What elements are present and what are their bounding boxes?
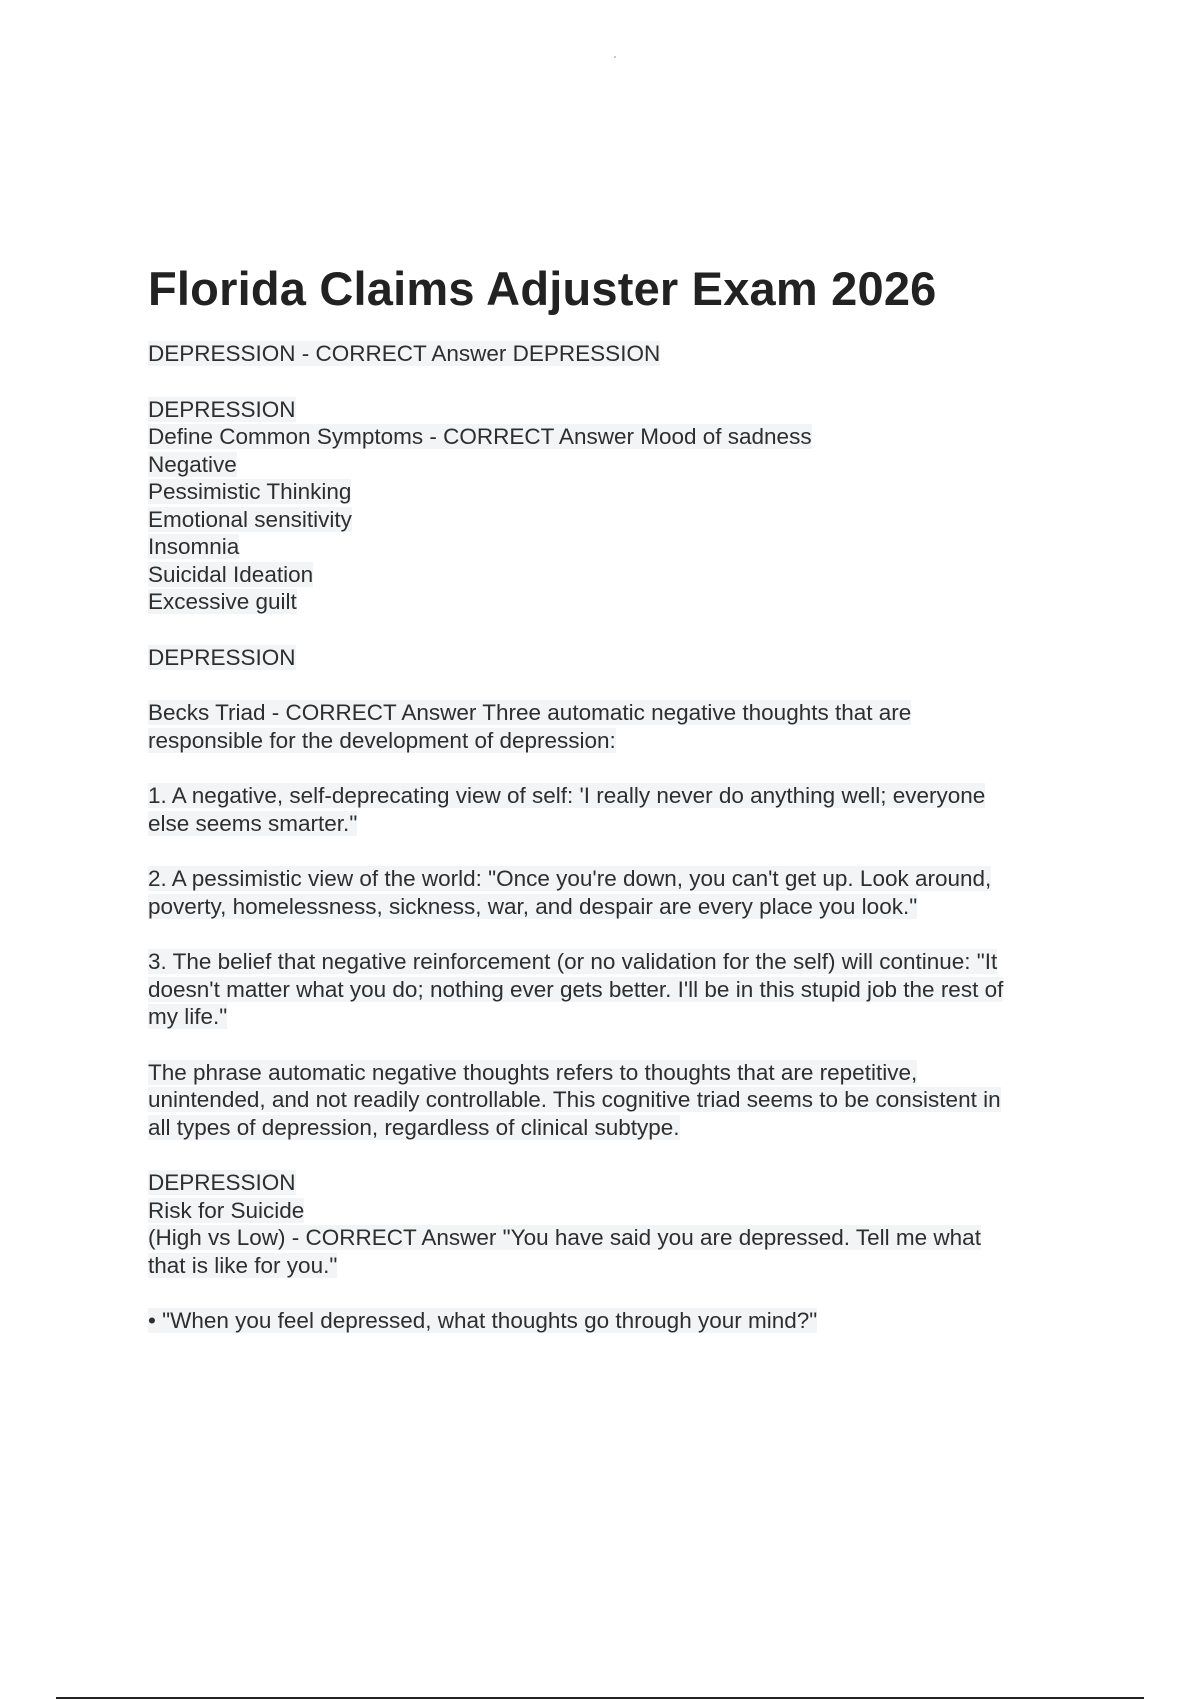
paragraph-automatic-thoughts (148, 1059, 1068, 1142)
text-line: Becks Triad - CORRECT Answer Three automatic negative thoughts that are (148, 700, 912, 725)
text-line: Emotional sensitivity (148, 506, 352, 532)
paragraph-depression-label (148, 644, 1068, 672)
text-line: DEPRESSION - CORRECT Answer DEPRESSION (148, 341, 661, 366)
text-line: Negative (148, 451, 237, 477)
text-line: else seems smarter." (148, 810, 358, 836)
text-line: DEPRESSION (148, 1170, 296, 1195)
text-line: Suicidal Ideation (148, 561, 314, 587)
text-line: (High vs Low) - CORRECT Answer "You have said you are depressed. Tell me what (148, 1225, 981, 1250)
paragraph-triad-item-3 (148, 948, 1068, 1031)
document-title: Florida Claims Adjuster Exam 2026 (148, 262, 937, 315)
text-line: 3. The belief that negative reinforcement (or no validation for the self) will continue: "It (148, 949, 998, 974)
text-line: • "When you feel depressed, what thoughts go through your mind?" (148, 1308, 818, 1333)
paragraph-becks-triad (148, 699, 1068, 754)
paragraph-risk-for-suicide (148, 1169, 1068, 1279)
bottom-rule (56, 1697, 1144, 1699)
text-line: all types of depression, regardless of clinical subtype. (148, 1114, 680, 1140)
scan-speck (614, 56, 616, 58)
text-line: 1. A negative, self-deprecating view of self: 'I really never do anything well; everyone (148, 783, 986, 808)
text-line: Excessive guilt (148, 589, 297, 614)
text-line: The phrase automatic negative thoughts refers to thoughts that are repetitive, (148, 1059, 918, 1085)
text-line: DEPRESSION (148, 644, 296, 670)
text-line: Pessimistic Thinking (148, 479, 352, 504)
text-line: responsible for the development of depression: (148, 727, 616, 753)
text-line: Insomnia (148, 534, 240, 559)
text-line: my life." (148, 1004, 228, 1029)
text-line: unintended, and not readily controllable. This cognitive triad seems to be consistent in (148, 1087, 1001, 1112)
text-line: Define Common Symptoms - CORRECT Answer Mood of sadness (148, 424, 812, 449)
text-line: 2. A pessimistic view of the world: "Once you're down, you can't get up. Look around, (148, 866, 992, 891)
text-line: doesn't matter what you do; nothing ever gets better. I'll be in this stupid job the rest of (148, 976, 1004, 1002)
paragraph-bullet-question (148, 1307, 1068, 1335)
paragraph-triad-item-2 (148, 865, 1068, 920)
text-line: poverty, homelessness, sickness, war, and despair are every place you look." (148, 893, 918, 919)
paragraph-triad-item-1 (148, 782, 1068, 837)
paragraph-depression-heading (148, 340, 1068, 368)
text-line: Risk for Suicide (148, 1197, 305, 1223)
document-body (148, 258, 1068, 1363)
text-line: that is like for you." (148, 1252, 338, 1278)
text-line: DEPRESSION (148, 396, 296, 422)
paragraph-common-symptoms (148, 396, 1068, 616)
